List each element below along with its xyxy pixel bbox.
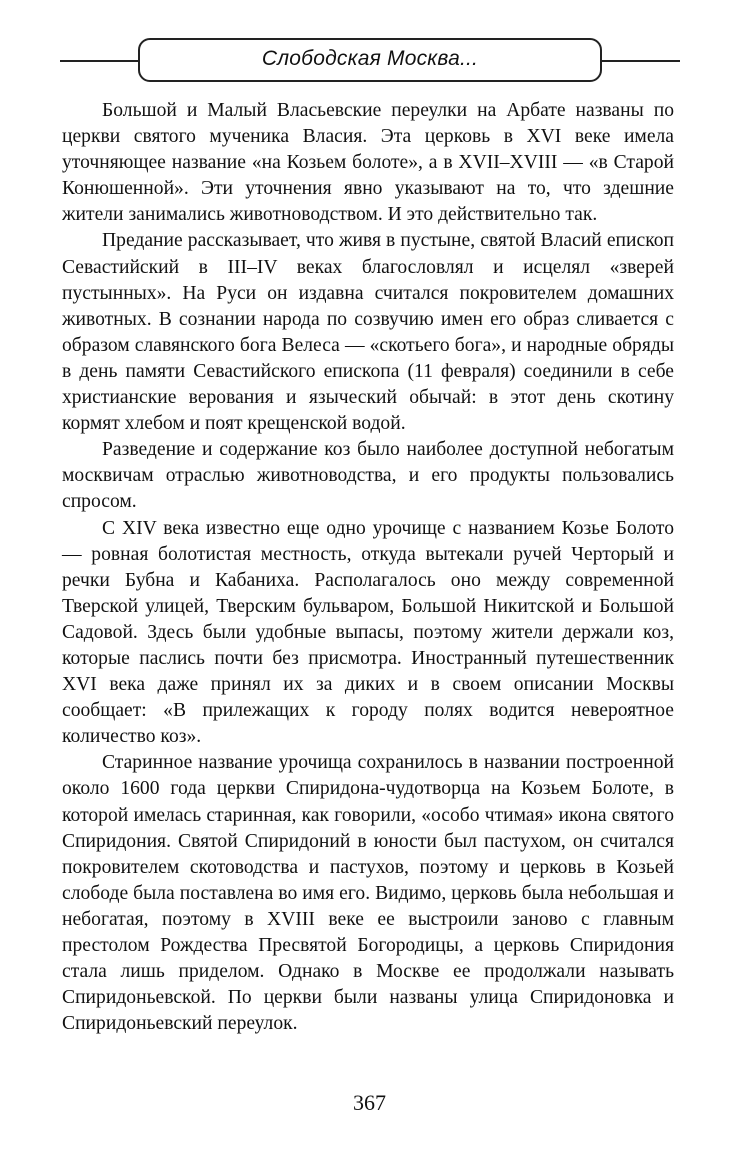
- paragraph-saint-vlasiy: Предание рассказывает, что живя в пустыне, святой Власий епископ Севастийский в III–IV веках благословлял и исцелял «зверей пустынных». На Руси он издавна считался покровителем домашних животных. В сознании народа по созвучию имен его образ сливается с образом славянского бога Велеса — «скотьего бога», и народные обряды в день памяти Севастийского епископа (11 февраля) соединили в себе христианские верования и языческий обычай: в этот день скотину кормят хлебом и поят крещенской водой.: [62, 230, 674, 435]
- page-number: 367: [353, 1090, 386, 1115]
- paragraph-vlasievsky-lanes: Большой и Малый Власьевские переулки на Арбате названы по церкви святого мученика Власия. Эта церковь в XVI веке имела уточняющее название «на Козьем болоте», а в XVII–XVIII — «в Старой Конюшенной». Эти уточнения явно указывают на то, что здешние жители занимались животноводством. И это действительно так.: [62, 100, 674, 226]
- paragraph-kozye-boloto: С XIV века известно еще одно урочище с названием Козье Болото — ровная болотистая местность, откуда вытекали ручей Черторый и речки Бубна и Кабаниха. Располагалось оно между современной Тверской улицей, Тверским бульваром, Большой Никитской и Большой Садовой. Здесь были удобные выпасы, поэтому жители держали коз, которые паслись почти без присмотра. Иностранный путешественник XVI века даже принял их за диких и в своем описании Москвы сообщает: «В прилежащих к городу полях водится невероятное количество коз».: [62, 517, 674, 748]
- paragraph-spiridon-church: Старинное название урочища сохранилось в названии построенной около 1600 года церкви Спиридона-чудотворца на Козьем Болоте, в которой имелась старинная, как говорили, «особо чтимая» икона святого Спиридония. Святой Спиридоний в юности был пастухом, он считался покровителем скотоводства и пастухов, поэтому и церковь в Козьей слободе была поставлена во имя его. Видимо, церковь была небольшая и небогатая, поэтому в XVIII веке ее выстроили заново с главным престолом Рождества Пресвятой Богородицы, а церковь Спиридония стала лишь приделом. Однако в Москве ее продолжали называть Спиридоньевской. По церкви были названы улица Спиридоновка и Спиридоньевский переулок.: [62, 752, 674, 1035]
- running-header-title: Слободская Москва...: [261, 47, 479, 70]
- page-body: [62, 98, 674, 1037]
- running-header: [60, 38, 680, 84]
- paragraph-goat-breeding: Разведение и содержание коз было наиболее доступной небогатым москвичам отраслью животноводства, и его продукты пользовались спросом.: [62, 439, 674, 513]
